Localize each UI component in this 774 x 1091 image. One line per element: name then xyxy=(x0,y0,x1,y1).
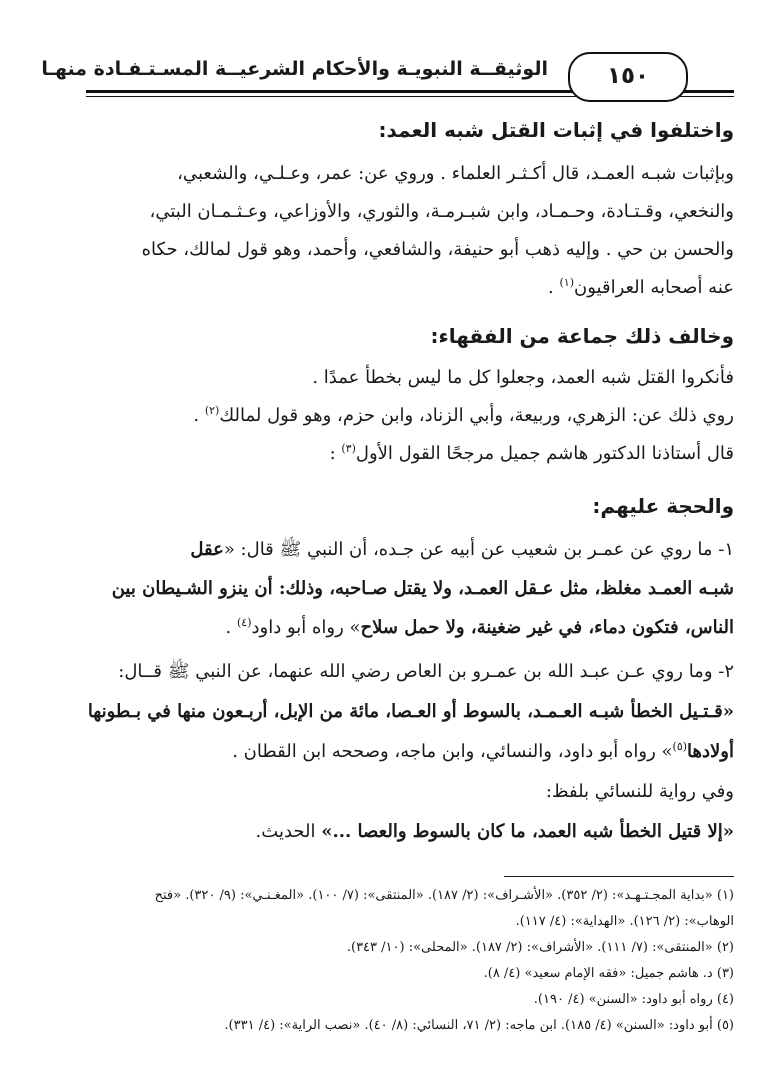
paragraph-line: والنخعي، وقـتـادة، وحـمـاد، وابن شبـرمـة، والثوري، والأوزاعي، وعـثـمـان البتي، xyxy=(149,201,734,222)
footnote: (٥) أبو داود: «السنن» (٤/ ١٨٥). ابن ماجه: (٢/ ٧١، النسائي: (٨/ ٤٠). «نصب الراية»: (٤/ ٣٣١). xyxy=(224,1018,734,1033)
section-title-dispute: واختلفوا في إثبات القتل شبه العمد: xyxy=(378,118,734,142)
footnote: (٣) د. هاشم جميل: «فقه الإمام سعيد» (٤/ ٨). xyxy=(483,966,734,981)
footnote-ref: (٢) xyxy=(204,404,220,417)
line-text: . xyxy=(225,617,237,638)
paragraph-line xyxy=(34,575,734,603)
footnote: (٤) رواه أبو داود: «السنن» (٤/ ١٩٠). xyxy=(533,992,734,1007)
paragraph-line: وفي رواية للنسائي بلفظ: xyxy=(545,781,734,802)
line-text: روي ذلك عن: الزهري، وربيعة، وأبي الزناد، وابن حزم، وهو قول لمالك xyxy=(219,405,734,426)
footnote-ref: (١) xyxy=(559,276,575,289)
line-text: . xyxy=(548,277,560,298)
line-text: » رواه أبو داود xyxy=(251,617,361,638)
paragraph-line xyxy=(34,614,734,642)
line-text: الحديث. xyxy=(255,821,322,842)
footnote-separator xyxy=(504,876,734,877)
paragraph-line xyxy=(34,738,734,766)
paragraph-line: والحسن بن حي . وإليه ذهب أبو حنيفة، والشافعي، وأحمد، وهو قول لمالك، حكاه xyxy=(141,239,734,260)
paragraph-line xyxy=(34,402,734,430)
footnote-ref: (٤) xyxy=(236,616,252,629)
footnote-ref: (٥) xyxy=(672,740,688,753)
paragraph-line xyxy=(34,440,734,468)
hadith-text: شبـه العمـد مغلظ، مثل عـقل العمـد، ولا يقتل صـاحبه، وذلك: أن ينزو الشـيطان بين xyxy=(111,578,734,599)
paragraph-line xyxy=(34,698,734,726)
line-text: ١- ما روي عن عمـر بن شعيب عن أبيه عن جـده، أن النبي ﷺ قال: « xyxy=(223,539,734,560)
paragraph-line xyxy=(34,536,734,564)
section-title-opponents: وخالف ذلك جماعة من الفقهاء: xyxy=(430,324,734,348)
hadith-text: الناس، فتكون دماء، في غير ضغينة، ولا حمل سلاح xyxy=(360,617,734,638)
paragraph-line xyxy=(34,274,734,302)
line-text: : xyxy=(329,443,342,464)
line-text: » رواه أبو داود، والنسائي، وابن ماجه، وصححه ابن القطان . xyxy=(232,741,673,762)
hadith-text: «قـتـيل الخطأ شبـه العـمـد، بالسوط أو العـصا، مائة من الإبل، أربـعون منها في بـطونها xyxy=(87,701,734,722)
line-text: عنه أصحابه العراقيون xyxy=(574,277,734,298)
footnote-ref: (٣) xyxy=(341,442,356,455)
paragraph-line: وبإثبات شبـه العمـد، قال أكـثـر العلماء . وروي عن: عمر، وعـلـي، والشعبي، xyxy=(177,163,734,184)
hadith-text: عقل xyxy=(190,539,224,560)
footnote: الوهاب»: (٢/ ١٢٦). «الهداية»: (٤/ ١١٧). xyxy=(515,914,734,929)
paragraph-line: فأنكروا القتل شبه العمد، وجعلوا كل ما ليس بخطأ عمدًا . xyxy=(312,367,734,388)
section-title-argument: والحجة عليهم: xyxy=(592,494,734,518)
hadith-text: «إلا قتيل الخطأ شبه العمد، ما كان بالسوط والعصا ...» xyxy=(321,821,734,842)
line-text: . xyxy=(193,405,205,426)
line-text: قال أستاذنا الدكتور هاشم جميل مرجحًا القول الأول xyxy=(355,443,734,464)
footnote: (٢) «المنتقى»: (٧/ ١١١). «الأشراف»: (٢/ ١٨٧). «المحلى»: (١٠/ ٣٤٣). xyxy=(346,940,734,955)
footnote: (١) «بداية المجـتـهـد»: (٢/ ٣٥٢). «الأشـراف»: (٢/ ١٨٧). «المنتقى»: (٧/ ١٠٠). «المغـنـي»: (٩/ ٣٢٠). «فتح xyxy=(154,888,734,903)
paragraph-line: ٢- وما روي عـن عبـد الله بن عمـرو بن العاص رضي الله عنهما، عن النبي ﷺ قــال: xyxy=(118,661,734,682)
page-number: ١٥٠ xyxy=(568,52,688,102)
paragraph-line xyxy=(34,818,734,846)
running-header-title: الوثيقــة النبويـة والأحكام الشرعيــة المسـتـفـادة منهـا xyxy=(41,58,548,80)
hadith-text: أولادها xyxy=(687,741,734,762)
